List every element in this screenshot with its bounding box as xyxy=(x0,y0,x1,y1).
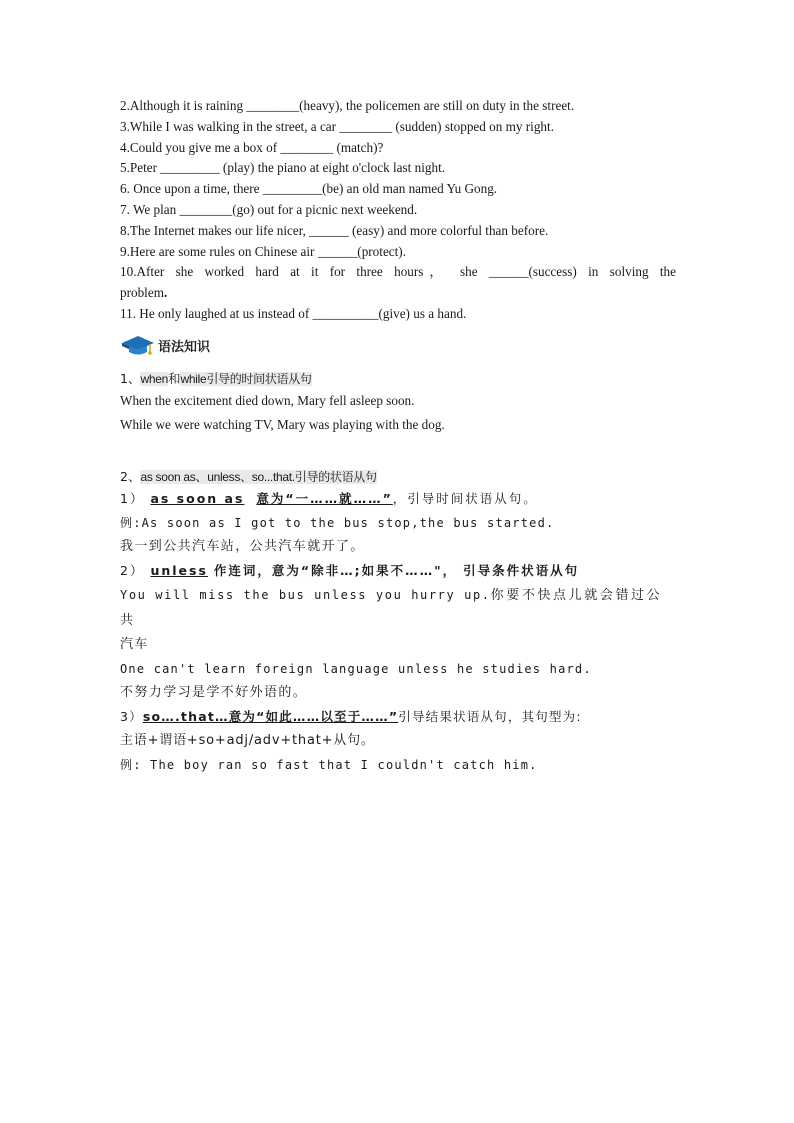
part2-heading-text: as soon as、unless、so...that.引导的状语从句 xyxy=(140,469,377,484)
rule-3-number: 3） xyxy=(120,708,143,724)
rule-2-translation-2: 不努力学习是学不好外语的。 xyxy=(120,684,308,700)
exercise-list xyxy=(120,96,676,325)
exercise-2: 2.Although it is raining ________(heavy), the policemen are still on duty in the street. xyxy=(120,98,575,113)
part2-heading xyxy=(120,467,676,487)
exercise-8: 8.The Internet makes our life nicer, ______ (easy) and more colorful than before. xyxy=(120,222,549,238)
rule-2-rest: 引导条件状语从句 xyxy=(463,562,580,578)
part1-heading-rest: 引导的时间状语从句 xyxy=(206,371,312,386)
rule-3-term: so….that…意为“如此……以至于……” xyxy=(142,708,399,724)
part1-heading xyxy=(120,369,676,389)
rule-2-example-zh: 你要不快点儿就会错过公共 xyxy=(120,587,663,628)
exercise-10-period: . xyxy=(163,285,168,301)
graduation-cap-icon xyxy=(120,334,156,358)
rule-2-example-en: You will miss the bus unless you hurry up. xyxy=(120,587,491,602)
rule-2-meaning: 作连词，意为“除非…;如果不……"， xyxy=(213,562,458,578)
exercise-5: 5.Peter _________ (play) the piano at eight o'clock last night. xyxy=(120,160,446,176)
rule-3 xyxy=(120,705,676,729)
rule-2 xyxy=(120,559,676,583)
rule-2-example xyxy=(120,583,676,633)
exercise-11: 11. He only laughed at us instead of __________(give) us a hand. xyxy=(120,305,467,321)
exercise-10-line2 xyxy=(120,283,676,304)
rule-3-example: 例: The boy ran so fast that I couldn't catch him. xyxy=(120,757,538,772)
rule-1-example: 例:As soon as I got to the bus stop,the bus started. xyxy=(120,515,555,530)
exercise-4: 4.Could you give me a box of ________ (match)? xyxy=(120,139,384,155)
keyword-while: while xyxy=(180,371,207,386)
section-title: 语法知识 xyxy=(158,340,211,356)
document-page xyxy=(120,96,676,777)
exercise-7: 7. We plan ________(go) out for a picnic next weekend. xyxy=(120,201,418,217)
rule-1 xyxy=(120,487,676,511)
part1-example-1: When the excitement died down, Mary fell asleep soon. xyxy=(120,392,415,408)
part2-number: 2、 xyxy=(120,468,141,484)
exercise-9: 9.Here are some rules on Chinese air ______(protect). xyxy=(120,243,406,259)
rule-1-meaning: 意为“一……就……” xyxy=(256,490,393,506)
conjunction-he: 和 xyxy=(167,370,181,386)
exercise-6: 6. Once upon a time, there _________(be) an old man named Yu Gong. xyxy=(120,181,498,197)
part1-example-2: While we were watching TV, Mary was playing with the dog. xyxy=(120,416,445,432)
rule-2-number: 2） xyxy=(120,562,145,578)
exercise-10-word: problem xyxy=(120,285,164,301)
exercise-10-line1: 10.After she worked hard at it for three hours， she ______(success) in solving the xyxy=(120,264,676,280)
exercise-3: 3.While I was walking in the street, a car ________ (sudden) stopped on my right. xyxy=(120,118,554,134)
rule-1-term: as soon as xyxy=(150,490,245,506)
rule-2-term: unless xyxy=(150,562,208,578)
rule-1-translation: 我一到公共汽车站，公共汽车就开了。 xyxy=(120,538,365,554)
part1-number: 1、 xyxy=(120,370,141,386)
rule-3-pattern: 主语+谓语+so+adj/adv+that+从句。 xyxy=(120,732,375,748)
rule-1-number: 1） xyxy=(120,490,145,506)
keyword-when: when xyxy=(140,371,168,386)
rule-2-example-2: One can't learn foreign language unless he studies hard. xyxy=(120,661,592,676)
spacer xyxy=(120,437,676,459)
rule-1-rest: ，引导时间状语从句。 xyxy=(392,490,538,506)
rule-3-rest: 引导结果状语从句，其句型为: xyxy=(398,708,582,724)
section-header xyxy=(120,331,676,361)
rule-2-example-cont: 汽车 xyxy=(120,636,149,652)
